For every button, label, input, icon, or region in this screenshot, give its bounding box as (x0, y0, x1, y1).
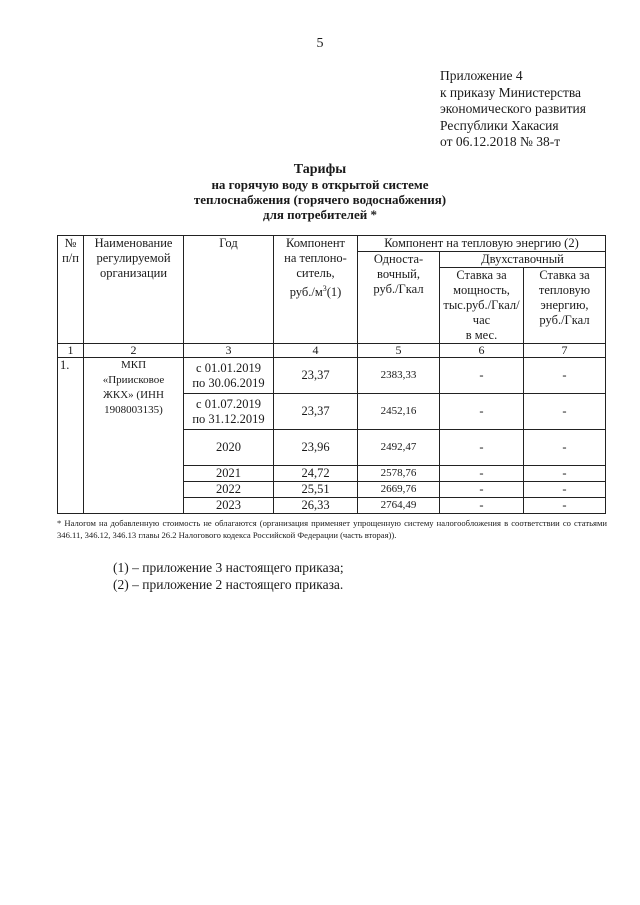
period-cell: 2020 (184, 430, 274, 466)
appendix-line: Приложение 4 (440, 68, 523, 83)
period-cell: 2021 (184, 466, 274, 482)
column-number: 4 (274, 344, 358, 358)
tax-footnote: * Налогом на добавленную стоимость не облагаются (организация применяет упрощенную систему налогообложения в соответствии со статьями 346.11, 346.12, 346.13 главы 26.2 Налогового кодекса Российской Федерации (часть вторая)). (57, 518, 607, 540)
title-line: теплоснабжения (горячего водоснабжения) (193, 192, 447, 207)
page-number: 5 (316, 36, 324, 51)
carrier-cell: 26,33 (274, 498, 358, 514)
period-cell: 2022 (184, 482, 274, 498)
single-rate-cell: 2764,49 (358, 498, 440, 514)
header-text: мощность, (453, 283, 510, 297)
header-text: тепловую (538, 283, 591, 297)
organization-text: 1908003135) (104, 404, 163, 416)
header-year (184, 236, 274, 344)
column-number: 7 (524, 344, 606, 358)
organization-text: МКП (120, 359, 147, 371)
header-text: руб./Гкал (539, 313, 590, 327)
appendix-line: Республики Хакасия (440, 117, 559, 133)
period-text: по 31.12.2019 (192, 411, 265, 426)
header-text: организации (99, 266, 168, 280)
note-line: (2) – приложение 2 настоящего приказа. (113, 577, 344, 592)
single-rate-cell: 2578,76 (358, 466, 440, 482)
header-two-part-rate: Двухставочный (440, 252, 606, 268)
title-line: на горячую воду в открытой системе (211, 177, 429, 192)
carrier-cell: 23,37 (274, 394, 358, 430)
appendix-reference (440, 68, 586, 151)
capacity-rate-cell: - (440, 430, 524, 466)
energy-rate-cell: - (524, 430, 606, 466)
capacity-rate-cell: - (440, 466, 524, 482)
title-line: Тарифы (293, 162, 347, 177)
header-text: ситель, (296, 266, 335, 280)
single-rate-cell: 2492,47 (358, 430, 440, 466)
single-rate-cell: 2383,33 (358, 358, 440, 394)
header-text: (1) (326, 285, 342, 300)
organization-text: «Приисковое (102, 374, 165, 386)
header-text: вочный, (377, 267, 420, 281)
table-row (58, 358, 606, 394)
carrier-cell: 25,51 (274, 482, 358, 498)
period-text: с 01.07.2019 (196, 396, 261, 411)
column-number: 2 (84, 344, 184, 358)
capacity-rate-cell: - (440, 358, 524, 394)
header-text: руб./м (289, 285, 323, 300)
title-line: для потребителей * (263, 207, 377, 222)
header-text: № (64, 236, 77, 250)
header-text: п/п (62, 251, 79, 265)
header-text: Ставка за (456, 268, 507, 282)
header-text: руб./Гкал (373, 282, 424, 296)
carrier-cell: 23,37 (274, 358, 358, 394)
header-text: тыс.руб./Гкал/ (443, 298, 520, 312)
capacity-rate-cell: - (440, 498, 524, 514)
table-header-row (58, 236, 606, 252)
header-text: Ставка за (539, 268, 590, 282)
period-text: с 01.01.2019 (196, 360, 261, 375)
appendix-line: экономического развития (440, 101, 586, 116)
column-number: 1 (58, 344, 84, 358)
energy-rate-cell: - (524, 466, 606, 482)
period-cell (184, 394, 274, 430)
period-cell (184, 358, 274, 394)
capacity-rate-cell: - (440, 482, 524, 498)
energy-rate-cell: - (524, 482, 606, 498)
tariff-table (57, 235, 606, 514)
capacity-rate-cell: - (440, 394, 524, 430)
column-numbers-row (58, 344, 606, 358)
header-text: на теплоно- (284, 251, 347, 265)
notes (113, 559, 344, 593)
period-text: по 30.06.2019 (192, 375, 265, 390)
header-capacity-rate (440, 268, 524, 344)
appendix-line: от 06.12.2018 № 38-т (440, 134, 561, 149)
header-number (58, 236, 84, 344)
carrier-cell: 24,72 (274, 466, 358, 482)
column-number: 6 (440, 344, 524, 358)
header-superscript: 3 (322, 284, 327, 293)
header-single-rate (358, 252, 440, 344)
document-title (0, 162, 640, 222)
single-rate-cell: 2669,76 (358, 482, 440, 498)
header-carrier-component (274, 236, 358, 344)
header-text: Компонент (286, 236, 345, 250)
energy-rate-cell: - (524, 498, 606, 514)
header-text: в мес. (465, 328, 498, 342)
header-text: Год (219, 236, 238, 250)
header-text: регулируемой (96, 251, 171, 265)
column-number: 5 (358, 344, 440, 358)
energy-rate-cell: - (524, 394, 606, 430)
header-text (276, 281, 355, 300)
period-cell: 2023 (184, 498, 274, 514)
organization-text: ЖКХ» (ИНН (103, 389, 164, 401)
column-number: 3 (184, 344, 274, 358)
header-energy-component: Компонент на тепловую энергию (2) (358, 236, 606, 252)
note-line: (1) – приложение 3 настоящего приказа; (113, 560, 344, 575)
header-text: Наименование (94, 236, 173, 250)
organization-cell (84, 358, 184, 514)
energy-rate-cell: - (524, 358, 606, 394)
header-organization (84, 236, 184, 344)
header-text: энергию, (540, 298, 589, 312)
carrier-cell: 23,96 (274, 430, 358, 466)
appendix-line: к приказу Министерства (440, 84, 582, 100)
row-number: 1. (58, 358, 84, 514)
single-rate-cell: 2452,16 (358, 394, 440, 430)
header-energy-rate (524, 268, 606, 344)
header-text: час (472, 313, 491, 327)
header-text: Односта- (373, 252, 424, 266)
